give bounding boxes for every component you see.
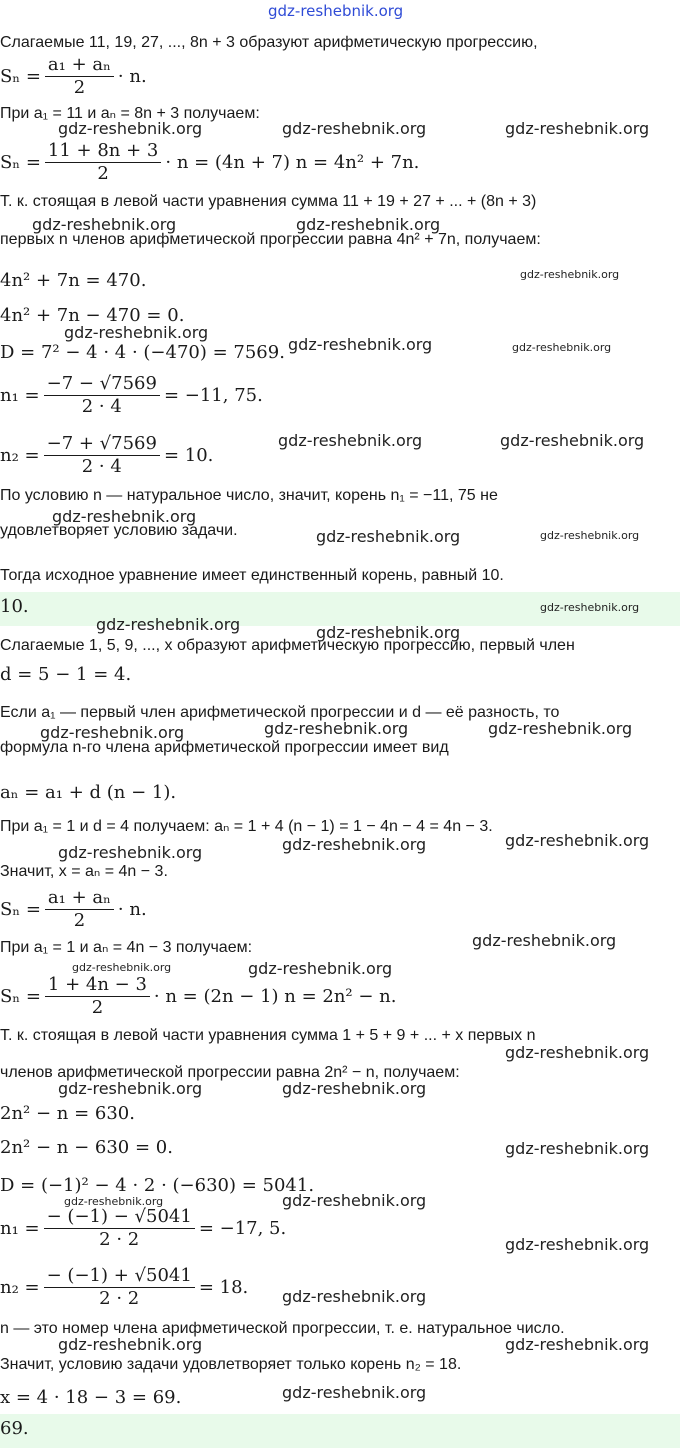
p2-sum-substituted [0,974,397,1019]
p1-sum-denominator: 2 [73,77,86,98]
p1-conclusion: Тогда исходное уравнение имеет единственный корень, равный 10. [0,567,504,584]
p2-answer-box [0,1414,680,1448]
p1-root2-denominator: 2 · 4 [81,456,122,477]
p2-root1-rhs: = −17, 5. [198,1218,287,1239]
p2-root1-fraction [44,1206,195,1251]
watermark: gdz-reshebnik.org [316,623,461,642]
p2-sum-fraction [45,887,114,932]
watermark: gdz-reshebnik.org [505,1235,650,1254]
watermark: gdz-reshebnik.org [505,1335,650,1354]
watermark: gdz-reshebnik.org [505,119,650,138]
p2-equation-1: 2n² − n = 630. [0,1103,135,1124]
p2-difference: d = 5 − 1 = 4. [0,664,132,685]
p1-intro-line: Слагаемые 11, 19, 27, ..., 8n + 3 образуют арифметическую прогрессию, [0,34,538,51]
p2-natural-number-note: n — это номер члена арифметической прогрессии, т. е. натуральное число. [0,1320,565,1337]
watermark: gdz-reshebnik.org [58,119,203,138]
p1-sub-rhs: · n = (4n + 7) n = 4n² + 7n. [165,152,420,173]
p2-root-1 [0,1206,286,1251]
watermark: gdz-reshebnik.org [472,931,617,950]
p2-root-2 [0,1265,248,1310]
p1-root2-fraction [44,433,160,478]
p2-root2-rhs: = 18. [198,1277,249,1298]
p1-sub-numerator: 11 + 8n + 3 [45,140,161,163]
p2-nth-term-substituted: При a₁ = 1 и d = 4 получаем: aₙ = 1 + 4 (n − 1) = 1 − 4n − 4 = 4n − 3. [0,818,493,835]
watermark: gdz-reshebnik.org [540,529,640,542]
p1-reason-line-2: первых n членов арифметической прогрессии равна 4n² + 7n, получаем: [0,231,541,248]
watermark: gdz-reshebnik.org [282,119,427,138]
watermark: gdz-reshebnik.org [64,1195,164,1208]
watermark: gdz-reshebnik.org [520,268,620,281]
p1-root2-rhs: = 10. [163,445,214,466]
watermark: gdz-reshebnik.org [264,719,409,738]
watermark: gdz-reshebnik.org [96,615,241,634]
watermark: gdz-reshebnik.org [505,1043,650,1062]
p2-sub-numerator: 1 + 4n − 3 [45,974,150,997]
watermark: gdz-reshebnik.org [540,601,640,614]
p1-sum-rhs: · n. [117,66,147,87]
p2-sub-rhs: · n = (2n − 1) n = 2n² − n. [153,986,397,1007]
p1-reason-line-1: Т. к. стоящая в левой части уравнения сумма 11 + 19 + 27 + ... + (8n + 3) [0,193,537,210]
watermark: gdz-reshebnik.org [248,959,393,978]
p1-sum-formula [0,54,147,99]
p1-root1-numerator: −7 − √7569 [44,373,160,396]
watermark: gdz-reshebnik.org [58,1079,203,1098]
p2-sub-fraction [45,974,150,1019]
p1-root-2 [0,433,213,478]
watermark: gdz-reshebnik.org [288,335,433,354]
watermark: gdz-reshebnik.org [72,961,172,974]
p1-root1-denominator: 2 · 4 [81,396,122,417]
p1-sum-numerator: a₁ + aₙ [45,54,114,77]
p1-root-1 [0,373,263,418]
p2-root2-lhs: n₂ = [0,1277,40,1298]
watermark: gdz-reshebnik.org [316,527,461,546]
p1-sum-substituted [0,140,419,185]
p1-root1-lhs: n₁ = [0,385,40,406]
p2-intro-line: Слагаемые 1, 5, 9, ..., x образуют арифметическую прогрессию, первый член [0,637,575,654]
p2-sum-lhs: Sₙ = [0,899,41,920]
watermark: gdz-reshebnik.org [282,835,427,854]
p2-nth-term-formula: aₙ = a₁ + d (n − 1). [0,782,177,803]
p2-root2-denominator: 2 · 2 [99,1288,140,1309]
watermark: gdz-reshebnik.org [52,507,197,526]
watermark: gdz-reshebnik.org [505,1139,650,1158]
watermark: gdz-reshebnik.org [40,723,185,742]
watermark: gdz-reshebnik.org [282,1287,427,1306]
p1-condition-line-1: По условию n — натуральное число, значит, корень n₁ = −11, 75 не [0,487,498,504]
p2-root1-numerator: − (−1) − √5041 [44,1206,195,1229]
p2-root1-lhs: n₁ = [0,1218,40,1239]
p2-reason-line-1: Т. к. стоящая в левой части уравнения сумма 1 + 5 + 9 + ... + x первых n [0,1027,536,1044]
p1-root2-lhs: n₂ = [0,445,40,466]
p1-sub-denominator: 2 [97,163,109,184]
p1-sum-lhs: Sₙ = [0,66,41,87]
watermark: gdz-reshebnik.org [282,1191,427,1210]
p2-root2-fraction [44,1265,195,1310]
p2-sum-rhs: · n. [117,899,147,920]
p2-x-expression: Значит, x = aₙ = 4n − 3. [0,863,168,880]
watermark: gdz-reshebnik.org [282,1383,427,1402]
p2-root1-denominator: 2 · 2 [99,1229,140,1250]
p1-condition-line-2: удовлетворяет условию задачи. [0,522,238,539]
p2-x-result: x = 4 · 18 − 3 = 69. [0,1387,182,1408]
p1-answer: 10. [0,596,29,617]
p1-given-line: При a₁ = 11 и aₙ = 8n + 3 получаем: [0,105,260,122]
p1-discriminant: D = 7² − 4 · 4 · (−470) = 7569. [0,342,285,363]
p2-def-line-1: Если a₁ — первый член арифметической прогрессии и d — её разность, то [0,704,560,721]
p2-sum-denominator: 2 [73,910,86,931]
p2-sum-numerator: a₁ + aₙ [45,887,114,910]
p2-valid-root: Значит, условию задачи удовлетворяет только корень n₂ = 18. [0,1356,462,1373]
watermark: gdz-reshebnik.org [512,341,612,354]
p2-given-line: При a₁ = 1 и aₙ = 4n − 3 получаем: [0,939,253,956]
p1-equation-1: 4n² + 7n = 470. [0,270,147,291]
p2-discriminant: D = (−1)² − 4 · 2 · (−630) = 5041. [0,1175,315,1196]
watermark: gdz-reshebnik.org [296,215,441,234]
watermark: gdz-reshebnik.org [278,431,423,450]
p2-root2-numerator: − (−1) + √5041 [44,1265,195,1288]
p1-root1-fraction [44,373,160,418]
watermark: gdz-reshebnik.org [64,323,209,342]
p2-sub-denominator: 2 [91,997,104,1018]
p2-def-line-2: формула n-го члена арифметической прогрессии имеет вид [0,739,449,756]
watermark: gdz-reshebnik.org [488,719,633,738]
p1-equation-2: 4n² + 7n − 470 = 0. [0,305,185,326]
p2-sub-lhs: Sₙ = [0,986,41,1007]
p2-sum-formula [0,887,147,932]
p2-reason-line-2: членов арифметической прогрессии равна 2n² − n, получаем: [0,1064,460,1081]
p1-root1-rhs: = −11, 75. [163,385,263,406]
p2-answer: 69. [0,1418,29,1439]
watermark: gdz-reshebnik.org [282,1079,427,1098]
watermark: gdz-reshebnik.org [32,215,177,234]
p1-sub-lhs: Sₙ = [0,152,41,173]
p1-sub-fraction [45,140,161,185]
site-watermark-header: gdz-reshebnik.org [268,2,404,20]
watermark: gdz-reshebnik.org [58,1335,203,1354]
watermark: gdz-reshebnik.org [58,843,203,862]
p1-root2-numerator: −7 + √7569 [44,433,160,456]
watermark: gdz-reshebnik.org [505,831,650,850]
p2-equation-2: 2n² − n − 630 = 0. [0,1137,173,1158]
watermark: gdz-reshebnik.org [500,431,645,450]
p1-sum-fraction [45,54,114,99]
